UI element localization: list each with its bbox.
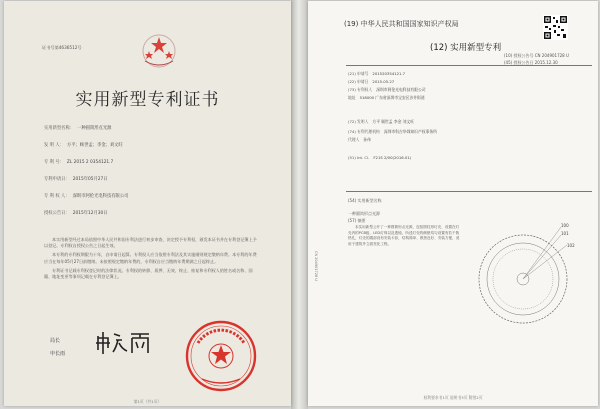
field-patent-number: 专 利 号： ZL 2015 2 0354121.7 xyxy=(44,160,114,165)
publication-number: (10) 授权公告号 CN 204901728 U xyxy=(504,53,569,58)
issuer-header: (19) 中华人民共和国国家知识产权局 xyxy=(344,20,459,28)
header-rule xyxy=(346,65,592,66)
director-name: 申长雨 xyxy=(50,351,66,357)
bib-row: (21) 申请号 201520354121.7 xyxy=(348,71,406,76)
publication-date: (45) 授权公告日 2015.12.30 xyxy=(504,60,558,65)
official-seal xyxy=(184,319,258,393)
body-paragraph: 本实用新型经过本局依照中华人民共和国专利法进行初步审查，决定授予专利权，颁发本证书并在专利登记簿上予以登记。专利权自授权公告之日起生效。 xyxy=(44,237,257,249)
section-rule xyxy=(346,191,592,192)
bib-row: (51) Int. Cl. F21S 2/00(2016.01) xyxy=(348,155,412,160)
bib-row: 地址 518000 广东省深圳市宝安区沙井街道 xyxy=(348,95,425,100)
figure-ref-label: 101 xyxy=(561,231,569,236)
page-footer: 第1页（共1页） xyxy=(133,399,162,404)
document-type: (12) 实用新型专利 xyxy=(430,43,502,53)
patent-publication-page xyxy=(308,1,598,406)
book-gutter xyxy=(291,0,308,409)
page-footer: 权利要求书1页 说明书3页 附图2页 xyxy=(423,395,483,400)
bib-row: (73) 专利权人 深圳市阿伦光电科技有限公司 xyxy=(348,87,426,92)
field-patentee: 专 利 权 人： 深圳市阿伦光电科技有限公司 xyxy=(44,194,129,199)
side-document-code: CN 204901728 U xyxy=(314,251,318,281)
bib-row: (74) 专利代理机构 深圳市科吉华烽知识产权事务所 xyxy=(348,129,437,134)
figure-ref-label: 100 xyxy=(561,223,569,228)
bib-row: 代理人 孙伟 xyxy=(348,137,371,142)
body-paragraph: 本专利的专利权期限为十年，自申请日起算。专利权人应当依照专利法及其实施细则规定缴纳年费。本专利的年费应当在每年05月27日前缴纳。未按照规定缴纳年费的，专利权自应当缴纳年费期满之日起终止。 xyxy=(44,252,257,264)
abstract-title: 一种圆筒形点光源 xyxy=(348,211,380,216)
director-label: 局长 xyxy=(50,338,61,344)
field-patent-name: 实用新型名称： 一种圆筒形点光源 xyxy=(44,126,112,131)
certificate-body xyxy=(44,237,259,283)
certificate-title: 实用新型专利证书 xyxy=(75,90,220,110)
field-grant-date: 授权公告日： 2015年12月30日 xyxy=(44,211,108,216)
bib-row: (72) 发明人 方平 顾世孟 李金 刘文旺 xyxy=(348,119,414,124)
body-paragraph: 专利证书记载专利权登记时的法律状况。专利权的转移、质押、无效、终止、恢复和专利权人的姓名或名称、国籍、地址变更等事项记载在专利登记簿上。 xyxy=(44,267,253,280)
national-emblem-icon xyxy=(139,31,179,71)
bib-row: (22) 申请日 2015.05.27 xyxy=(348,79,395,84)
certificate-page xyxy=(4,1,291,406)
handwritten-signature xyxy=(94,326,154,356)
patent-figure-drawing xyxy=(463,219,583,339)
qr-code-icon xyxy=(543,15,568,40)
abstract-text: 本实用新型公开了一种圆筒形点光源，包括圆柱形灯壳、设置在灯壳内的PCB板、LED灯珠以及透镜，所述灯壳的侧壁均匀设置有若干散热孔，灯壳的端部设有安装卡扣，结构简单、散热良好、安装方便，适用于建筑外立面亮化工程。 xyxy=(348,225,460,246)
field-filing-date: 专利申请日： 2015年05月27日 xyxy=(44,177,108,182)
figure-ref-label: 102 xyxy=(567,243,575,248)
abstract-label: (57) 摘要 xyxy=(348,218,366,223)
certificate-number: 证书号第4636512号 xyxy=(42,45,82,50)
field-inventors: 发 明 人： 方平；顾世孟；李金；刘文旺 xyxy=(44,143,123,148)
abstract-section-label: (54) 实用新型名称 xyxy=(348,198,382,203)
